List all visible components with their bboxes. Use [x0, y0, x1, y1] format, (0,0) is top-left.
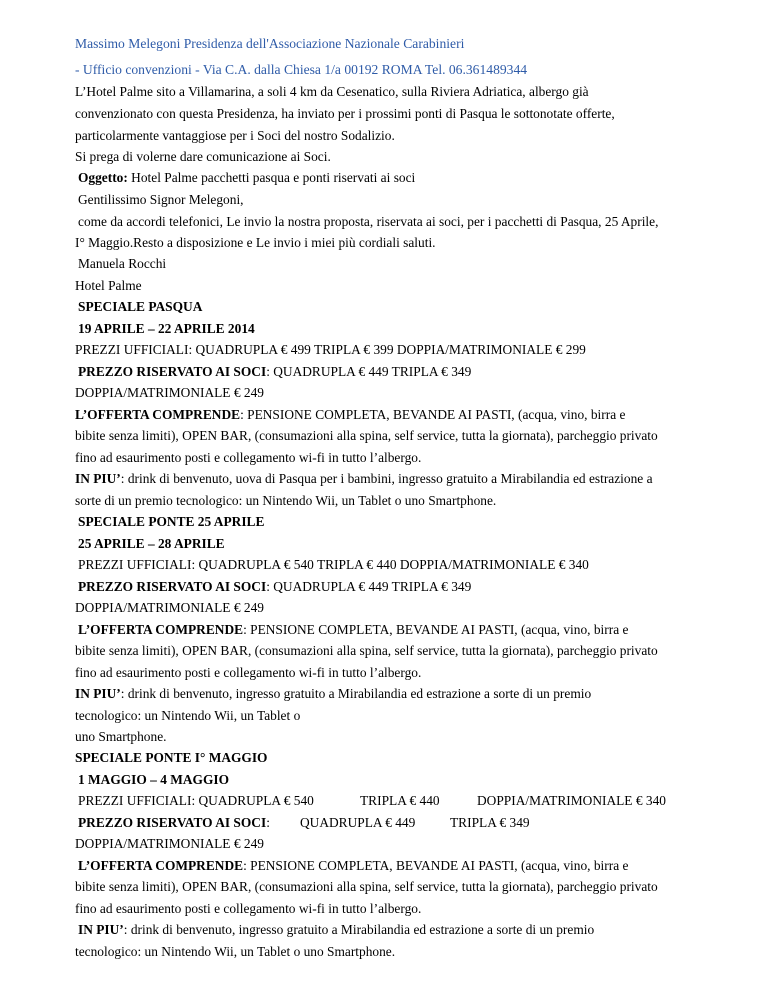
offer-2-reserved-label: PREZZO RISERVATO AI SOCI — [78, 579, 267, 594]
offer-1-includes-2: bibite senza limiti), OPEN BAR, (consumazioni alla spina, self service, tutta la giornata), parcheggio privato — [75, 428, 658, 443]
offer-3-includes-3: fino ad esaurimento posti e collegamento wi-fi in tutto l’albergo. — [75, 901, 422, 916]
offer-2-plus-text: : drink di benvenuto, ingresso gratuito a Mirabilandia ed estrazione a sorte di un premio — [120, 686, 592, 701]
offer-2-includes-2: bibite senza limiti), OPEN BAR, (consumazioni alla spina, self service, tutta la giornata), parcheggio privato — [75, 643, 658, 658]
offer-3-reserved-triple: TRIPLA € 349 — [450, 815, 530, 830]
offer-1-official-prices: PREZZI UFFICIALI: QUADRUPLA € 499 TRIPLA € 399 DOPPIA/MATRIMONIALE € 299 — [75, 342, 586, 357]
offer-1-title: SPECIALE PASQUA — [78, 299, 203, 314]
offer-1-reserved-text: : QUADRUPLA € 449 TRIPLA € 349 — [266, 364, 472, 379]
offer-1-plus-1 — [75, 471, 653, 487]
intro-line-4: Si prega di volerne dare comunicazione ai Soci. — [75, 149, 331, 164]
offer-3-plus-1 — [78, 922, 594, 938]
subject-label: Oggetto: — [78, 170, 128, 185]
offer-3-includes-label: L’OFFERTA COMPRENDE — [78, 858, 244, 873]
intro-line-1: L’Hotel Palme sito a Villamarina, a soli 4 km da Cesenatico, sulla Riviera Adriatica, albergo già — [75, 84, 589, 99]
offer-1-includes-text: : PENSIONE COMPLETA, BEVANDE AI PASTI, (acqua, vino, birra e — [240, 407, 626, 422]
greeting: Gentilissimo Signor Melegoni, — [78, 192, 244, 207]
offer-3-plus-2: tecnologico: un Nintendo Wii, un Tablet o uno Smartphone. — [75, 944, 396, 959]
offer-2-plus-3: uno Smartphone. — [75, 729, 167, 744]
offer-2-reserved-prices — [78, 579, 471, 595]
intro-line-3: particolarmente vantaggiose per i Soci del nostro Sodalizio. — [75, 128, 395, 143]
letter-body-2: I° Maggio.Resto a disposizione e Le invio i miei più cordiali saluti. — [75, 235, 436, 250]
hotel-name: Hotel Palme — [75, 278, 142, 293]
offer-2-official-prices: PREZZI UFFICIALI: QUADRUPLA € 540 TRIPLA € 440 DOPPIA/MATRIMONIALE € 340 — [78, 557, 589, 572]
header-line-1: Massimo Melegoni Presidenza dell'Associazione Nazionale Carabinieri — [75, 36, 465, 51]
offer-3-official-prices — [78, 793, 698, 809]
offer-3-reserved-label: PREZZO RISERVATO AI SOCI — [78, 815, 267, 830]
offer-3-official-triple: TRIPLA € 440 — [360, 793, 440, 808]
subject-line — [78, 170, 415, 186]
offer-2-reserved-text: : QUADRUPLA € 449 TRIPLA € 349 — [266, 579, 472, 594]
offer-1-includes-1 — [75, 407, 625, 423]
offer-1-plus-text: : drink di benvenuto, uova di Pasqua per i bambini, ingresso gratuito a Mirabilandia ed estrazione a — [120, 471, 653, 486]
offer-3-plus-text: : drink di benvenuto, ingresso gratuito a Mirabilandia ed estrazione a sorte di un premio — [123, 922, 595, 937]
offer-3-plus-label: IN PIU’ — [78, 922, 124, 937]
subject-text: Hotel Palme pacchetti pasqua e ponti riservati ai soci — [127, 170, 416, 185]
offer-1-reserved-label: PREZZO RISERVATO AI SOCI — [78, 364, 267, 379]
offer-1-dates: 19 APRILE – 22 APRILE 2014 — [78, 321, 255, 336]
offer-3-reserved-prices — [78, 815, 698, 831]
offer-1-reserved-double: DOPPIA/MATRIMONIALE € 249 — [75, 385, 264, 400]
offer-2-reserved-double: DOPPIA/MATRIMONIALE € 249 — [75, 600, 264, 615]
offer-1-includes-label: L’OFFERTA COMPRENDE — [75, 407, 241, 422]
offer-1-plus-label: IN PIU’ — [75, 471, 121, 486]
offer-3-reserved-double: DOPPIA/MATRIMONIALE € 249 — [75, 836, 264, 851]
offer-3-official-quad: PREZZI UFFICIALI: QUADRUPLA € 540 — [78, 793, 314, 808]
offer-2-plus-label: IN PIU’ — [75, 686, 121, 701]
offer-2-plus-1 — [75, 686, 591, 702]
intro-line-2: convenzionato con questa Presidenza, ha inviato per i prossimi ponti di Pasqua le sottonotate offerte, — [75, 106, 615, 121]
offer-1-includes-3: fino ad esaurimento posti e collegamento wi-fi in tutto l’albergo. — [75, 450, 422, 465]
offer-3-includes-text: : PENSIONE COMPLETA, BEVANDE AI PASTI, (acqua, vino, birra e — [243, 858, 629, 873]
offer-2-dates: 25 APRILE – 28 APRILE — [78, 536, 225, 551]
letter-body-1: come da accordi telefonici, Le invio la nostra proposta, riservata ai soci, per i pacchetti di Pasqua, 25 Aprile, — [78, 214, 659, 229]
offer-3-reserved-colon: : — [266, 815, 270, 830]
offer-3-reserved-quad: QUADRUPLA € 449 — [300, 815, 416, 830]
offer-2-includes-text: : PENSIONE COMPLETA, BEVANDE AI PASTI, (acqua, vino, birra e — [243, 622, 629, 637]
header-line-2: - Ufficio convenzioni - Via C.A. dalla Chiesa 1/a 00192 ROMA Tel. 06.361489344 — [75, 62, 528, 77]
offer-2-includes-label: L’OFFERTA COMPRENDE — [78, 622, 244, 637]
offer-3-includes-2: bibite senza limiti), OPEN BAR, (consumazioni alla spina, self service, tutta la giornata), parcheggio privato — [75, 879, 658, 894]
offer-2-includes-1 — [78, 622, 628, 638]
offer-2-title: SPECIALE PONTE 25 APRILE — [78, 514, 265, 529]
offer-1-reserved-prices — [78, 364, 471, 380]
offer-3-dates: 1 MAGGIO – 4 MAGGIO — [78, 772, 230, 787]
offer-3-title: SPECIALE PONTE I° MAGGIO — [75, 750, 268, 765]
signer-name: Manuela Rocchi — [78, 256, 167, 271]
offer-2-plus-2: tecnologico: un Nintendo Wii, un Tablet o — [75, 708, 301, 723]
offer-2-includes-3: fino ad esaurimento posti e collegamento wi-fi in tutto l’albergo. — [75, 665, 422, 680]
offer-1-plus-2: sorte di un premio tecnologico: un Nintendo Wii, un Tablet o uno Smartphone. — [75, 493, 497, 508]
offer-3-includes-1 — [78, 858, 628, 874]
offer-3-official-double: DOPPIA/MATRIMONIALE € 340 — [477, 793, 666, 808]
